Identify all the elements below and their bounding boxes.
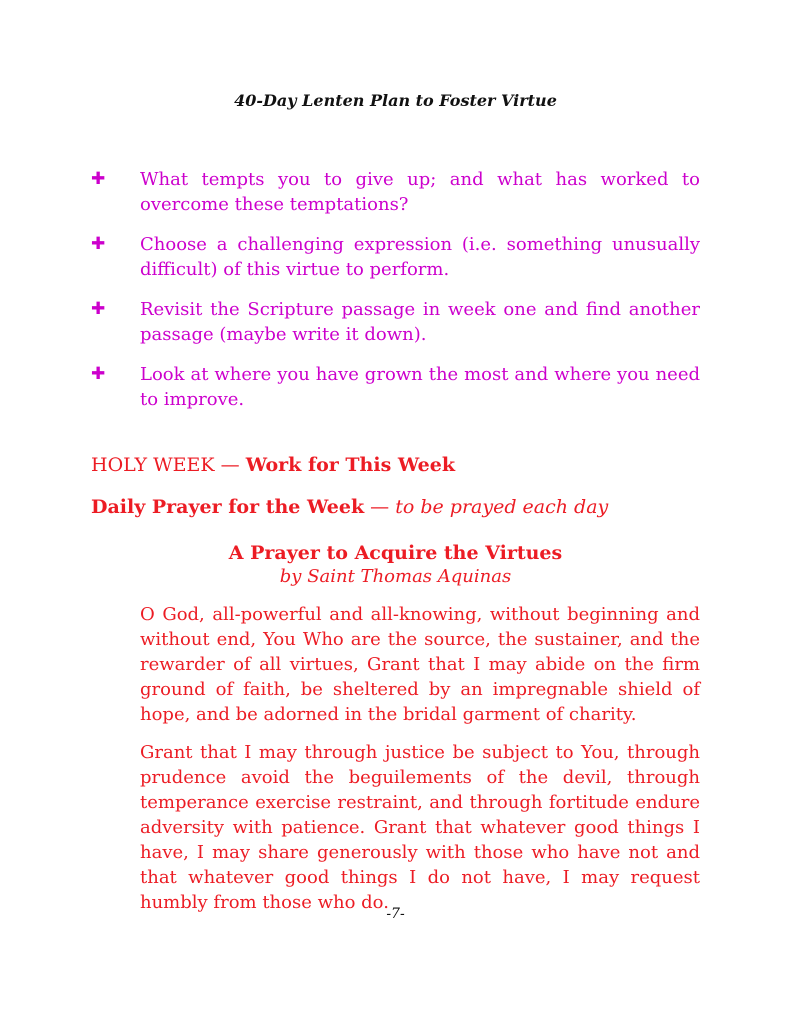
prayer-title: A Prayer to Acquire the Virtues [228,542,563,564]
daily-prayer-label: Daily Prayer for the Week [91,496,365,518]
bullet-text: What tempts you to give up; and what has worked to overcome these temptations? [140,169,700,215]
daily-prayer-note: to be prayed each day [395,496,609,518]
cross-bullet-icon: ✚ [91,364,106,384]
bullet-item [91,362,700,412]
prayer-paragraph: O God, all-powerful and all-knowing, without beginning and without end, You Who are the source, the sustainer, and the rewarder of all virtues, Grant that I may abide on the firm ground of faith, be sheltered by an impregnable shield of hope, and be adorned in the bridal garment of charity. [140,604,700,725]
daily-prayer-heading [91,494,700,520]
bullet-text: Revisit the Scripture passage in week one and find another passage (maybe write it down). [140,299,700,345]
bullet-item [91,167,700,217]
bullet-item [91,232,700,282]
bullet-text: Look at where you have grown the most and where you need to improve. [140,364,700,410]
cross-bullet-icon: ✚ [91,234,106,254]
holy-week-label: HOLY WEEK [91,454,215,476]
holy-week-heading [91,452,700,478]
discussion-bullet-list [91,167,700,412]
prayer-paragraph: Grant that I may through justice be subject to You, through prudence avoid the beguilements of the devil, through temperance exercise restraint, and through fortitude endure adversity with patience. Grant that whatever good things I have, I may share generously with those who have not and that whatever good things I do not have, I may request humbly from those who do. [140,742,700,913]
prayer-byline: by Saint Thomas Aquinas [279,566,512,587]
dash-separator: — [364,496,396,518]
dash-separator: — [214,454,246,476]
page-number: -7- [386,906,405,922]
running-header: 40-Day Lenten Plan to Foster Virtue [234,91,557,110]
holy-week-title: Work for This Week [245,454,456,476]
page-content [91,167,700,915]
bullet-item [91,297,700,347]
cross-bullet-icon: ✚ [91,169,106,189]
bullet-text: Choose a challenging expression (i.e. something unusually difficult) of this virtue to perform. [140,234,700,280]
cross-bullet-icon: ✚ [91,299,106,319]
